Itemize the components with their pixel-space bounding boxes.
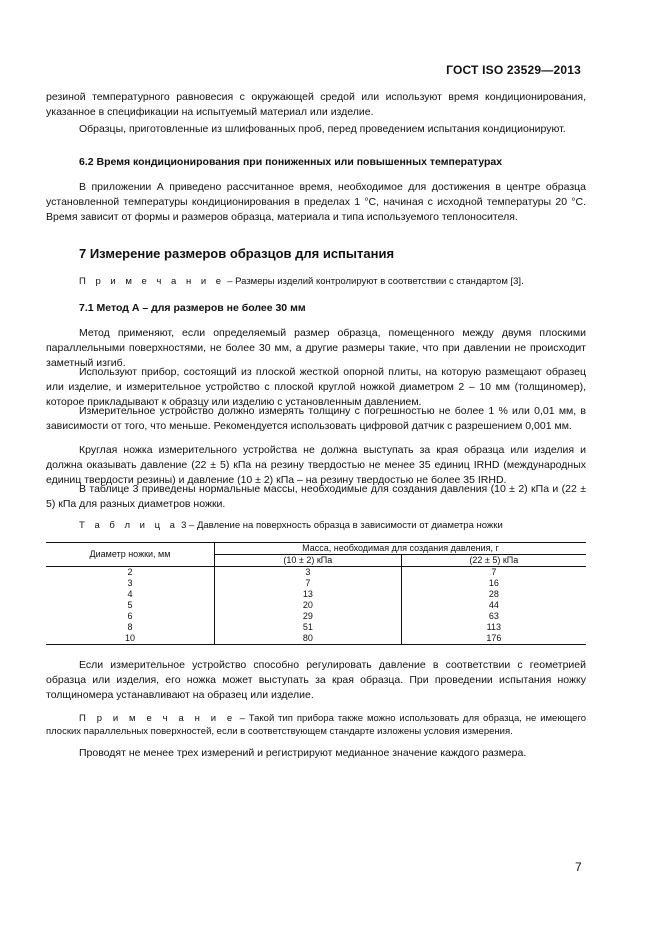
table-row <box>46 633 586 645</box>
table-cell: 5 <box>46 600 215 611</box>
table-caption-text: 3 – Давление на поверхность образца в зависимости от диаметра ножки <box>178 520 503 531</box>
table-subheader-10kpa: (10 ± 2) кПа <box>215 555 402 567</box>
table-cell: 16 <box>488 578 499 588</box>
table-cell: 13 <box>215 589 402 600</box>
table-row <box>46 600 586 611</box>
section-6-2-paragraph: В приложении А приведено рассчитанное время, необходимое для достижения в центре образца установленной температуры кондиционирования в пределах 1 °С, начиная с исходной температуры 20 °С. Время зависит от формы и размеров образца, материала и типа используемого теплоносителя. <box>46 181 586 223</box>
table-cell: 3 <box>215 567 402 579</box>
table-cell: 176 <box>401 633 586 645</box>
intro-paragraph-2: Образцы, приготовленные из шлифованных проб, перед проведением испытания кондиционируют. <box>79 123 566 135</box>
table-subheader-22kpa: (22 ± 5) кПа <box>401 555 586 567</box>
final-paragraph: Проводят не менее трех измерений и регистрируют медианное значение каждого размера. <box>79 747 527 759</box>
section-7-1-paragraph-1: Метод применяют, если определяемый размер образца, помещенного между двумя плоскими параллельными поверхностями, не более 30 мм, а другие размеры такие, что при давлении не происходит заметный изгиб. <box>46 327 586 369</box>
after-table-note <box>46 712 586 738</box>
table-header-mass: Масса, необходимая для создания давления, г <box>215 543 587 555</box>
table-header-diameter: Диаметр ножки, мм <box>46 543 215 567</box>
intro-paragraph-1: резиной температурного равновесия с окружающей средой или используют время кондиционирования, указанное в спецификации на испытуемый материал или изделие. <box>46 91 586 118</box>
table-cell: 10 <box>46 633 215 645</box>
table-3-caption <box>79 520 503 531</box>
table-cell: 29 <box>215 611 402 622</box>
section-6-2-title: 6.2 Время кондиционирования при пониженных или повышенных температурах <box>79 156 503 168</box>
section-7-note <box>79 276 524 287</box>
section-7-title: 7 Измерение размеров образцов для испытания <box>79 246 395 261</box>
note-text: – Такой тип прибора также можно использовать для образца, не имеющего плоских параллельных поверхностей, если в соответствующем стандарте изложены условия измерения. <box>46 713 586 737</box>
table-row <box>46 622 586 633</box>
table-cell: 51 <box>215 622 402 633</box>
table-cell: 44 <box>488 600 499 610</box>
section-7-1-paragraph-5: В таблице 3 приведены нормальные массы, необходимые для создания давления (10 ± 2) кПа и (22 ± 5) кПа для разных диаметров ножки. <box>46 483 586 510</box>
table-cell: 20 <box>215 600 402 611</box>
table-cell: 80 <box>215 633 402 645</box>
section-7-1-paragraph-4: Круглая ножка измерительного устройства не должна выступать за края образца или изделия и должна оказывать давление (22 ± 5) кПа на резину твердостью не менее 35 единиц IRHD (международных единиц твердости резины) и давление (10 ± 2) кПа – на резину твердостью не более 35 IRHD. <box>46 444 586 486</box>
table-cell: 28 <box>488 589 499 599</box>
table-row <box>46 611 586 622</box>
table-cell: 63 <box>488 611 499 621</box>
section-7-1-title: 7.1 Метод А – для размеров не более 30 мм <box>79 302 306 314</box>
table-caption-label: Т а б л и ц а <box>79 520 179 531</box>
after-table-paragraph: Если измерительное устройство способно регулировать давление в соответствии с геометрией образца или изделия, его ножка может выступать за края образца. При проведении испытания ножку толщиномера устанавливают на образец или изделие. <box>46 659 586 701</box>
note-label: П р и м е ч а н и е <box>79 713 236 724</box>
section-7-1-paragraph-2: Используют прибор, состоящий из плоской жесткой опорной плиты, на которую размещают образец или изделие, и измерительное устройство с плоской круглой ножкой диаметром 2 – 10 мм (толщиномер), которое прикладывают к образцу или изделию с установленным давлением. <box>46 366 586 408</box>
table-cell: 4 <box>46 589 215 600</box>
section-7-1-paragraph-3: Измерительное устройство должно измерять толщину с погрешностью не более 1 % или 0,01 мм, в зависимости от того, что меньше. Рекомендуется использовать цифровой датчик с разрешением 0,001 мм. <box>46 405 586 432</box>
table-row <box>46 589 586 600</box>
table-cell: 8 <box>46 622 215 633</box>
table-row <box>46 578 586 589</box>
table-cell: 6 <box>46 611 215 622</box>
page-number: 7 <box>575 860 582 874</box>
table-cell: 3 <box>46 578 215 589</box>
table-cell: 2 <box>46 567 215 579</box>
document-header: ГОСТ ISO 23529—2013 <box>446 63 581 77</box>
table-cell: 7 <box>491 567 497 577</box>
note-text: – Размеры изделий контролируют в соответствии с стандартом [3]. <box>224 276 524 287</box>
table-cell: 7 <box>215 578 402 589</box>
table-cell: 113 <box>486 622 501 632</box>
table-row <box>46 567 586 579</box>
table-3 <box>46 542 586 645</box>
note-label: П р и м е ч а н и е <box>79 276 225 287</box>
